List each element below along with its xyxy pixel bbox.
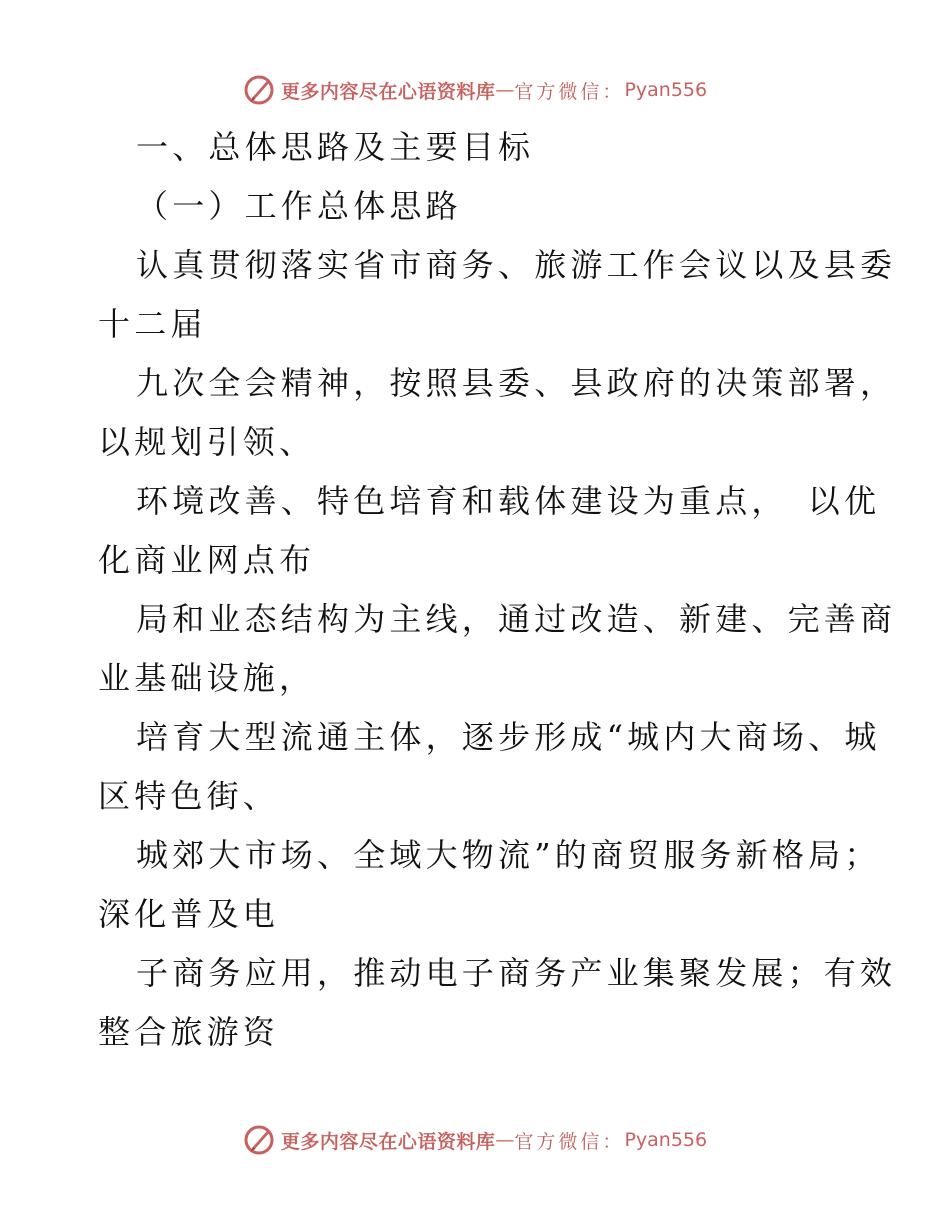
banner-wechat-label: 官方微信： xyxy=(514,1130,625,1153)
banner-separator: — xyxy=(495,1129,515,1151)
body-line: 培育大型流通主体，逐步形成“城内大商场、城 xyxy=(136,718,881,756)
body-line: 整合旅游资 xyxy=(98,1013,280,1051)
header-watermark-banner xyxy=(0,72,950,108)
body-line: 区特色街、 xyxy=(98,777,280,815)
banner-separator: — xyxy=(495,79,515,101)
body-line: 城郊大市场、全域大物流”的商贸服务新格局； xyxy=(136,836,881,874)
body-line: 化商业网点布 xyxy=(98,541,316,579)
document-body xyxy=(98,118,897,1062)
banner-wechat-id: Pyan556 xyxy=(624,1129,708,1151)
quill-logo-icon xyxy=(243,74,275,106)
quill-logo-icon xyxy=(243,1124,275,1156)
body-line: 深化普及电 xyxy=(98,895,280,933)
banner-brand-text: 更多内容尽在心语资料库 xyxy=(280,80,496,103)
body-line: 业基础设施， xyxy=(98,659,316,697)
body-line: 局和业态结构为主线，通过改造、新建、完善商 xyxy=(136,600,897,638)
banner-wechat-id: Pyan556 xyxy=(624,79,708,101)
body-line: 十二届 xyxy=(98,305,207,343)
footer-watermark-banner xyxy=(0,1122,950,1158)
body-line: 子商务应用，推动电子商务产业集聚发展；有效 xyxy=(136,954,897,992)
subsection-heading: （一）工作总体思路 xyxy=(136,187,462,225)
banner-wechat-label: 官方微信： xyxy=(514,80,625,103)
section-heading: 一、总体思路及主要目标 xyxy=(136,128,535,166)
body-line: 环境改善、特色培育和载体建设为重点， 以优 xyxy=(136,482,881,520)
body-line: 以规划引领、 xyxy=(98,423,316,461)
body-line: 九次全会精神，按照县委、县政府的决策部署， xyxy=(136,364,897,402)
banner-brand-text: 更多内容尽在心语资料库 xyxy=(280,1130,496,1153)
body-line: 认真贯彻落实省市商务、旅游工作会议以及县委 xyxy=(136,246,897,284)
